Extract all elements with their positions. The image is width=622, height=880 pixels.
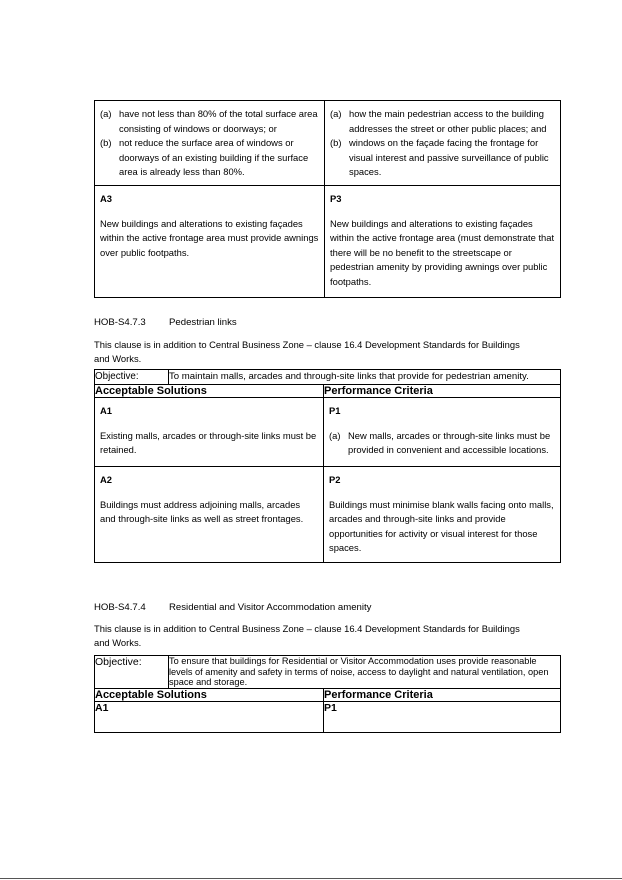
list-text: New malls, arcades or through-site links must be provided in convenient and accessible locations.: [348, 429, 551, 456]
cell-a1-code: A1: [95, 701, 324, 732]
section-number: HOB-S4.7.3: [94, 317, 146, 328]
cell-acceptable-continued: [95, 101, 325, 186]
cell-p1: [324, 398, 561, 467]
clause-code: A2: [100, 474, 112, 485]
header-performance-criteria: Performance Criteria: [324, 688, 561, 701]
clause-text: New buildings and alterations to existing façades within the active frontage area must provide awnings over public footpaths.: [100, 217, 319, 258]
clause-text: Existing malls, arcades or through-site links must be retained.: [100, 429, 317, 456]
header-performance-criteria: Performance Criteria: [324, 385, 561, 398]
list-text: not reduce the surface area of windows or doorways of an existing building if the surface area is already less than 80%.: [119, 137, 309, 178]
objective-row: [95, 370, 561, 385]
list-text: how the main pedestrian access to the building addresses the street or other public places; and: [349, 108, 547, 134]
table-row: [95, 701, 561, 732]
clause-code: A1: [100, 405, 112, 416]
list-item: [330, 107, 555, 136]
cell-p1-code: P1: [324, 701, 561, 732]
list-text: windows on the façade facing the frontage for visual interest and passive surveillance of public spaces.: [349, 137, 549, 178]
objective-label: Objective:: [95, 656, 169, 689]
table-active-frontage-continued: [94, 100, 561, 298]
objective-text: To maintain malls, arcades and through-site links that provide for pedestrian amenity.: [169, 370, 561, 385]
list-item: [100, 107, 319, 136]
objective-row: [95, 656, 561, 689]
list-marker: (b): [100, 137, 112, 149]
clause-text: Buildings must address adjoining malls, arcades and through-site links as well as street frontages.: [100, 498, 304, 525]
clause-text: Buildings must minimise blank walls facing onto malls, arcades and through-site links and provide opportunities for activity or visual interest for those spaces.: [329, 498, 554, 554]
objective-text: To ensure that buildings for Residential or Visitor Accommodation uses provide reasonable levels of amenity and safety in terms of noise, access to daylight and natural ventilation, open space and storage.: [169, 656, 561, 689]
objective-label: Objective:: [95, 370, 169, 385]
table-row: [95, 398, 561, 467]
list-marker: (b): [330, 137, 342, 149]
cell-p3: [325, 186, 561, 298]
table-row: [95, 186, 561, 298]
clause-code: P1: [329, 405, 341, 416]
section-title: Residential and Visitor Accommodation amenity: [169, 602, 372, 613]
table-residential-amenity: [94, 655, 561, 733]
table-pedestrian-links: [94, 369, 561, 563]
header-acceptable-solutions: Acceptable Solutions: [95, 385, 324, 398]
section-title: Pedestrian links: [169, 317, 237, 328]
header-row: [95, 385, 561, 398]
page-bottom-edge: [0, 878, 622, 879]
section-heading-residential-amenity: [94, 602, 371, 613]
list-item: [100, 136, 319, 180]
list-marker: (a): [100, 108, 112, 119]
list-marker: (a): [330, 108, 342, 119]
list-text: have not less than 80% of the total surface area consisting of windows or doorways; or: [119, 108, 318, 134]
header-row: [95, 688, 561, 701]
cell-a1: [95, 398, 324, 467]
section-number: HOB-S4.7.4: [94, 602, 146, 613]
list-marker: (a): [329, 429, 341, 441]
cell-p2: [324, 467, 561, 563]
list-item: [329, 429, 555, 458]
cell-a2: [95, 467, 324, 563]
section-intro: This clause is in addition to Central Business Zone – clause 16.4 Development Standards for Buildings and Works.: [94, 623, 520, 648]
cell-performance-continued: [325, 101, 561, 186]
clause-code: A3: [100, 193, 112, 204]
clause-text: New buildings and alterations to existing façades within the active frontage area (must demonstrate that there will be no benefit to the streetscape or pedestrian amenity by providing awnings over public footpaths.: [330, 217, 555, 287]
list-item: [330, 136, 555, 180]
clause-code: P2: [329, 474, 341, 485]
clause-code: P3: [330, 193, 342, 204]
table-row: [95, 101, 561, 186]
cell-a3: [95, 186, 325, 298]
section-heading-pedestrian-links: [94, 317, 237, 328]
section-intro: This clause is in addition to Central Business Zone – clause 16.4 Development Standards for Buildings and Works.: [94, 339, 520, 364]
table-row: [95, 467, 561, 563]
header-acceptable-solutions: Acceptable Solutions: [95, 688, 324, 701]
